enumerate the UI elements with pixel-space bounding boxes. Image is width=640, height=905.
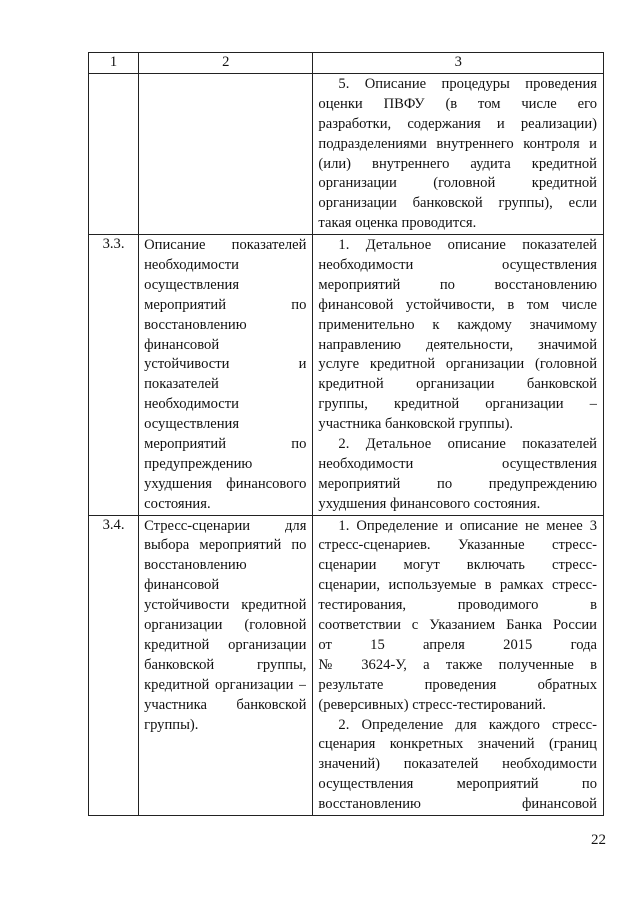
text-line: соответствии с Указанием Банка России: [318, 617, 597, 634]
text-line: группы).: [144, 716, 199, 733]
text-line: Стресс-сценарии для: [144, 517, 307, 534]
text-line: осуществления: [144, 276, 240, 293]
text-line: кредитной организации: [144, 636, 307, 653]
text-line: мероприятий по: [144, 436, 307, 453]
text-line: (или) внутреннего аудита кредитной: [318, 155, 597, 172]
text-line: такая оценка проводится.: [318, 215, 477, 232]
text-line: финансовой устойчивости, в том числе: [318, 296, 597, 313]
text-line: восстановлению: [144, 557, 247, 574]
text-line: финансовой: [144, 577, 220, 594]
text-line: разработки, содержания и реализации): [318, 115, 597, 132]
page-number: 22: [591, 832, 606, 848]
text-line: устойчивости и: [144, 356, 307, 373]
text-line: организации банковской группы), если: [318, 195, 597, 212]
text-line: значений) показателей необходимости: [318, 756, 597, 773]
text-line: сценарии, используемые в рамках стресс-: [318, 577, 597, 594]
paragraph: [318, 236, 597, 435]
text-line: применительно к каждому значимому: [318, 316, 597, 333]
document-table: [88, 52, 604, 816]
text-line: 1. Детальное описание показателей: [338, 237, 597, 254]
text-line: результате проведения обратных: [318, 676, 597, 693]
row-requirements: [313, 235, 604, 515]
text-line: устойчивости кредитной: [144, 597, 307, 614]
text-line: сценария конкретных значений (границ: [318, 736, 597, 753]
row-number: [89, 74, 139, 235]
text-line: выбора мероприятий по: [144, 537, 307, 554]
text-line: необходимости осуществления: [318, 455, 597, 472]
row-indicator-description: [139, 235, 313, 515]
text-line: необходимости: [144, 396, 239, 413]
text-line: организации (головной: [144, 617, 307, 634]
text-line: восстановлению финансовой: [318, 796, 597, 813]
text-line: 2. Определение для каждого стресс-: [338, 716, 597, 733]
text-line: тестирования, проводимого в: [318, 597, 597, 614]
paragraph: [318, 435, 597, 515]
header-col-1: 1: [89, 53, 139, 74]
text-line: Описание показателей: [144, 237, 307, 254]
text-line: участника банковской: [144, 696, 307, 713]
text-line: кредитной организации –: [144, 676, 307, 693]
table-header-row: [89, 53, 604, 74]
text-line: осуществления мероприятий по: [318, 776, 597, 793]
table-row: [89, 74, 604, 235]
text-line: необходимости: [144, 257, 239, 274]
text-line: кредитной организации банковской: [318, 376, 597, 393]
text-line: банковской группы,: [144, 656, 307, 673]
text-line: подразделениями внутреннего контроля и: [318, 135, 597, 152]
text-line: ухудшения финансового: [144, 475, 307, 492]
text-line: сценарии могут включать стресс-: [318, 557, 597, 574]
paragraph: [318, 517, 597, 716]
text-line: 2. Детальное описание показателей: [338, 436, 597, 453]
text-line: состояния.: [144, 495, 211, 512]
text-line: показателей: [144, 376, 219, 393]
text-line: группы, кредитной организации –: [318, 396, 597, 413]
text-line: (реверсивных) стресс-тестирований.: [318, 696, 546, 713]
text-line: 1. Определение и описание не менее 3: [338, 517, 597, 534]
text-line: мероприятий по: [144, 296, 307, 313]
row-requirements: [313, 515, 604, 815]
text-line: оценки ПВФУ (в том числе его: [318, 95, 597, 112]
row-indicator-description: [139, 74, 313, 235]
text-line: стресс-сценариев. Указанные стресс-: [318, 537, 597, 554]
text-line: направлению деятельности, значимой: [318, 336, 597, 353]
row-indicator-description: [139, 515, 313, 815]
text-line: необходимости осуществления: [318, 257, 597, 274]
paragraph: [318, 716, 597, 815]
row-number: 3.4.: [89, 515, 139, 815]
text-line: участника банковской группы).: [318, 416, 514, 433]
text-line: мероприятий по предупреждению: [318, 475, 597, 492]
text-line: от 15 апреля 2015 года: [318, 636, 597, 653]
text-line: предупреждению: [144, 455, 253, 472]
text-line: ухудшения финансового состояния.: [318, 495, 541, 512]
table-row: [89, 515, 604, 815]
row-requirements: [313, 74, 604, 235]
text-line: финансовой: [144, 336, 220, 353]
text-line: организации (головной кредитной: [318, 175, 597, 192]
text-line: осуществления: [144, 416, 240, 433]
header-col-2: 2: [139, 53, 313, 74]
text-line: № 3624-У, а также полученные в: [318, 656, 597, 673]
table-row: [89, 235, 604, 515]
text-line: услуге кредитной организации (головной: [318, 356, 597, 373]
text-line: 5. Описание процедуры проведения: [338, 76, 597, 92]
text-line: восстановлению: [144, 316, 247, 333]
paragraph: [318, 75, 597, 234]
row-number: 3.3.: [89, 235, 139, 515]
text-line: мероприятий по восстановлению: [318, 276, 597, 293]
header-col-3: 3: [313, 53, 604, 74]
